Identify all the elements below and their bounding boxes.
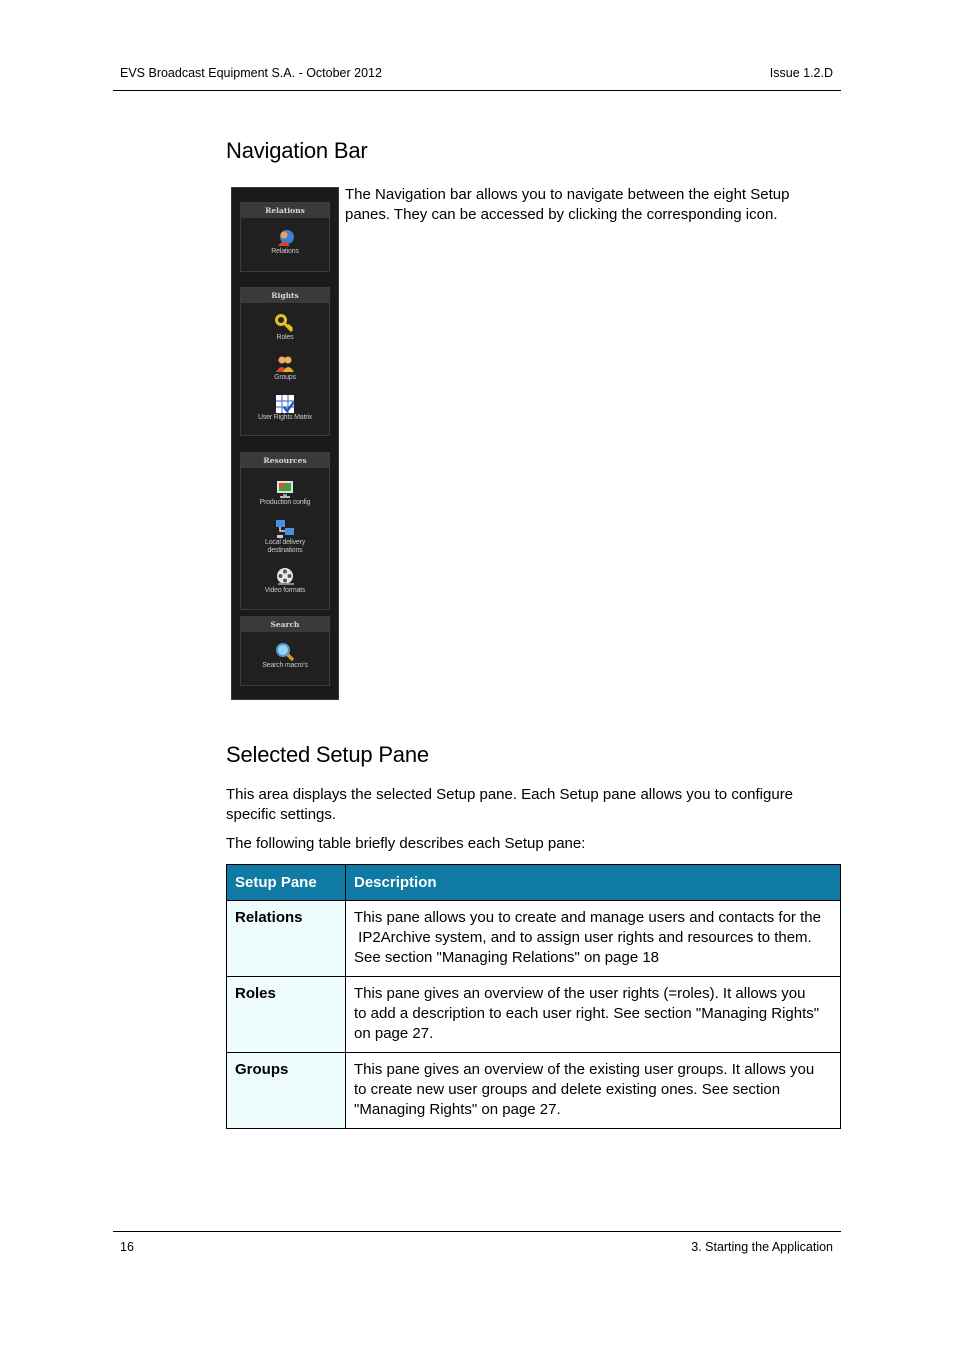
table-intro: The following table briefly describes each Setup pane: [226,835,586,852]
page-footer [113,1231,841,1254]
nav-group-title: Search [241,617,329,632]
nav-group-relations [240,202,330,272]
setup-pane-description: This pane gives an overview of the user rights (=roles). It allows you to add a description to each user right. See section "Managing Rights" on page 27. [346,977,841,1053]
nav-group-search [240,616,330,686]
setup-pane-name: Groups [227,1053,346,1129]
nav-item-user-rights-matrix[interactable] [241,394,329,422]
column-header-description: Description [346,865,841,901]
key-icon [275,314,295,334]
table-header-row [227,865,841,901]
page-number: 16 [120,1240,134,1254]
page-header [113,64,841,91]
selected-setup-pane-description: This area displays the selected Setup pane. Each Setup pane allows you to configure specific settings. [226,786,794,823]
table-row [227,901,841,977]
monitor-icon [275,479,295,499]
setup-pane-description: This pane gives an overview of the existing user groups. It allows you to create new user groups and delete existing ones. See section "Managing Rights" on page 27. [346,1053,841,1129]
nav-item-relations[interactable] [241,228,329,256]
section-title-navigation-bar: Navigation Bar [226,138,368,163]
setup-pane-description: This pane allows you to create and manage users and contacts for the IP2Archive system, and to assign user rights and resources to them. See section "Managing Relations" on page 18 [346,901,841,977]
nav-item-groups[interactable] [241,354,329,382]
nav-item-label: Search macro's [262,662,308,669]
nav-item-roles[interactable] [241,314,329,342]
film-reel-icon [275,567,295,587]
nav-item-local-delivery-destinations[interactable] [241,519,329,555]
nav-group-title: Relations [241,203,329,218]
column-header-setup-pane: Setup Pane [227,865,346,901]
nav-item-label: Video formats [264,587,306,594]
navigation-bar-description: The Navigation bar allows you to navigate between the eight Setup panes. They can be accessed by clicking the corresponding icon. [345,186,790,223]
nav-item-label: User Rights Matrix [258,414,312,421]
nav-item-label: Local delivery destinations [265,539,305,554]
section-title-selected-setup-pane: Selected Setup Pane [226,742,429,767]
table-row [227,1053,841,1129]
setup-pane-name: Relations [227,901,346,977]
nav-item-label: Relations [271,248,299,255]
nav-item-production-config[interactable] [241,479,329,507]
header-issue: Issue 1.2.D [769,66,833,80]
nav-item-label: Roles [276,334,294,341]
nav-group-resources [240,452,330,610]
footer-chapter: 3. Starting the Application [691,1240,833,1254]
nav-item-search-macros[interactable] [241,642,329,670]
navigation-bar-image [231,187,339,700]
nav-group-title: Rights [241,288,329,303]
nav-item-label: Production config [259,499,311,506]
relations-icon [275,228,295,248]
network-icon [275,519,295,539]
matrix-icon [275,394,295,414]
setup-pane-table [226,864,841,1129]
setup-pane-name: Roles [227,977,346,1053]
groups-icon [275,354,295,374]
nav-item-label: Groups [274,374,296,381]
table-row [227,977,841,1053]
magnifier-icon [275,642,295,662]
header-publisher: EVS Broadcast Equipment S.A. - October 2012 [120,66,382,80]
nav-group-rights [240,287,330,436]
nav-item-video-formats[interactable] [241,567,329,595]
nav-group-title: Resources [241,453,329,468]
